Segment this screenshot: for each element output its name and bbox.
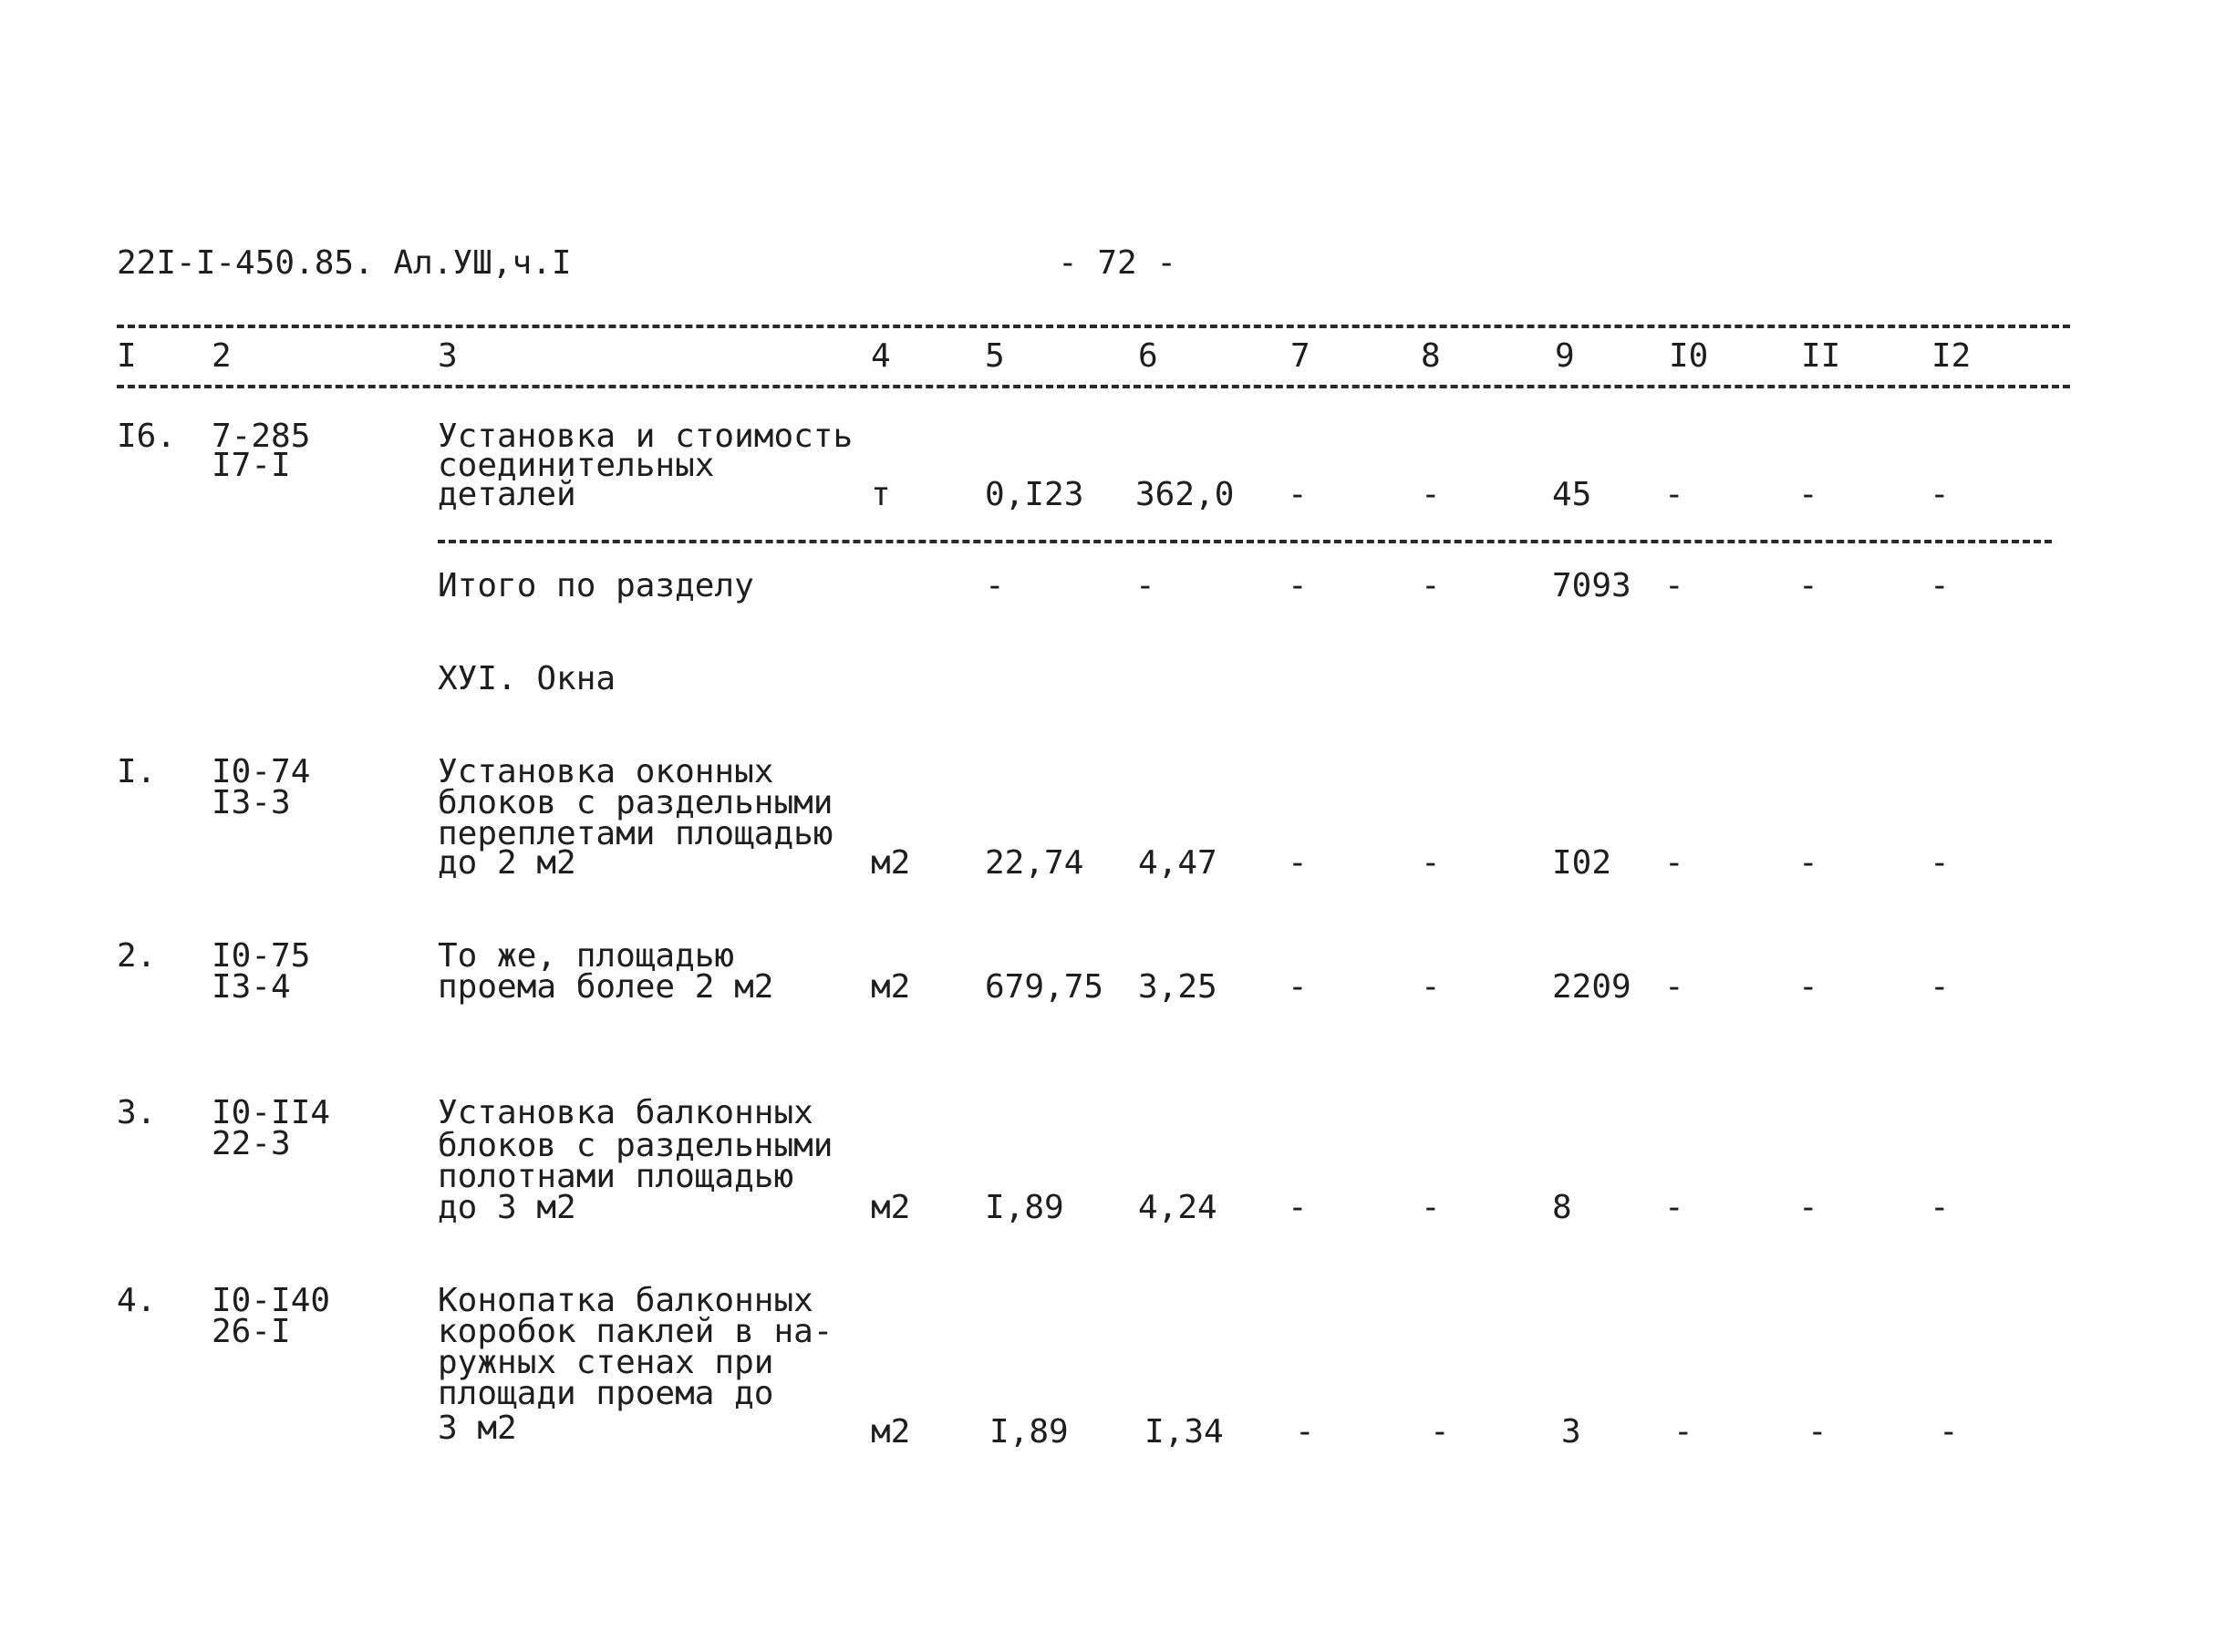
unit-cell: т <box>871 476 891 513</box>
col10-cell: - <box>1664 476 1684 513</box>
rate-code: I0-75 <box>212 937 311 975</box>
column-header-10: I0 <box>1669 337 1709 375</box>
work-description-line: переплетами площадью <box>438 815 833 852</box>
rate-code-sub: I3-3 <box>212 784 291 821</box>
col7-cell: - <box>1288 844 1308 882</box>
quantity-cell: I,89 <box>985 1189 1064 1226</box>
col7-cell: - <box>1288 567 1308 604</box>
rate-code-sub: 26-I <box>212 1313 291 1350</box>
quantity-cell: 0,I23 <box>985 476 1084 513</box>
rate-code: I0-II4 <box>212 1094 331 1131</box>
document-code: 22I-I-450.85. Ал.УШ,ч.I <box>117 244 572 282</box>
col11-cell: - <box>1798 1189 1818 1226</box>
col11-cell: - <box>1798 844 1818 882</box>
column-header-7: 7 <box>1290 337 1310 375</box>
column-header-1: I <box>117 337 137 375</box>
col8-cell: - <box>1430 1413 1450 1451</box>
row-number: 3. <box>117 1094 157 1131</box>
subtotal-rule <box>438 540 2052 543</box>
column-header-4: 4 <box>871 337 891 375</box>
col8-cell: - <box>1421 968 1441 1006</box>
col10-cell: - <box>1664 1189 1684 1226</box>
work-description-line: блоков с раздельными <box>438 1127 833 1164</box>
work-description-line: ружных стенах при <box>438 1344 774 1381</box>
col8-cell: - <box>1421 567 1441 604</box>
work-description-line: Конопатка балконных <box>438 1282 813 1319</box>
col12-cell: - <box>1930 1189 1950 1226</box>
unit-price-cell: I,34 <box>1144 1413 1224 1451</box>
col12-cell: - <box>1939 1413 1959 1451</box>
col8-cell: - <box>1421 844 1441 882</box>
column-header-5: 5 <box>985 337 1005 375</box>
col7-cell: - <box>1295 1413 1315 1451</box>
col12-cell: - <box>1930 844 1950 882</box>
column-header-11: II <box>1801 337 1841 375</box>
work-description-line: коробок паклей в на- <box>438 1313 833 1350</box>
total-cost-cell: 2209 <box>1552 968 1631 1006</box>
col5-cell: - <box>985 567 1005 604</box>
quantity-cell: I,89 <box>989 1413 1069 1451</box>
header-top-rule <box>117 325 2070 328</box>
unit-cell: м2 <box>871 844 911 882</box>
unit-cell: м2 <box>871 1413 911 1451</box>
column-header-6: 6 <box>1138 337 1158 375</box>
rate-code-sub: I7-I <box>212 447 291 484</box>
col11-cell: - <box>1798 567 1818 604</box>
col8-cell: - <box>1421 1189 1441 1226</box>
row-number: 4. <box>117 1282 157 1319</box>
column-header-9: 9 <box>1555 337 1575 375</box>
work-description-line: 3 м2 <box>438 1409 517 1447</box>
column-header-8: 8 <box>1421 337 1441 375</box>
col10-cell: - <box>1664 968 1684 1006</box>
unit-price-cell: 4,47 <box>1138 844 1217 882</box>
col12-cell: - <box>1930 567 1950 604</box>
col11-cell: - <box>1798 476 1818 513</box>
work-description-line: до 2 м2 <box>438 844 576 882</box>
row-number: I6. <box>117 418 177 455</box>
col8-cell: - <box>1421 476 1441 513</box>
work-description-line: То же, площадью <box>438 937 735 975</box>
row-number: 2. <box>117 937 157 975</box>
col10-cell: - <box>1664 567 1684 604</box>
col11-cell: - <box>1807 1413 1827 1451</box>
col12-cell: - <box>1930 968 1950 1006</box>
page-number: - 72 - <box>1058 244 1177 282</box>
unit-price-cell: 4,24 <box>1138 1189 1217 1226</box>
rate-code: 7-285 <box>212 418 311 455</box>
col6-cell: - <box>1135 567 1155 604</box>
row-number: I. <box>117 753 157 790</box>
col11-cell: - <box>1798 968 1818 1006</box>
rate-code-sub: 22-3 <box>212 1125 291 1162</box>
col12-cell: - <box>1930 476 1950 513</box>
work-description-line: площади проема до <box>438 1375 774 1412</box>
unit-cell: м2 <box>871 1189 911 1226</box>
rate-code: I0-74 <box>212 753 311 790</box>
column-header-2: 2 <box>212 337 232 375</box>
total-cost-cell: 8 <box>1552 1189 1572 1226</box>
unit-cell: м2 <box>871 968 911 1006</box>
column-header-12: I2 <box>1931 337 1972 375</box>
rate-code-sub: I3-4 <box>212 968 291 1006</box>
col10-cell: - <box>1664 844 1684 882</box>
col7-cell: - <box>1288 968 1308 1006</box>
quantity-cell: 22,74 <box>985 844 1084 882</box>
col7-cell: - <box>1288 1189 1308 1226</box>
section-total-label: Итого по разделу <box>438 567 754 604</box>
col7-cell: - <box>1288 476 1308 513</box>
work-description-line: блоков с раздельными <box>438 784 833 821</box>
section-total-value: 7093 <box>1552 567 1631 604</box>
column-header-3: 3 <box>438 337 458 375</box>
work-description-line: Установка оконных <box>438 753 774 790</box>
work-description-line: соединительных <box>438 447 715 484</box>
total-cost-cell: I02 <box>1552 844 1612 882</box>
unit-price-cell: 3,25 <box>1138 968 1217 1006</box>
rate-code: I0-I40 <box>212 1282 331 1319</box>
total-cost-cell: 3 <box>1561 1413 1581 1451</box>
quantity-cell: 679,75 <box>985 968 1104 1006</box>
work-description-line: деталей <box>438 476 576 513</box>
work-description-line: до 3 м2 <box>438 1189 576 1226</box>
work-description-line: Установка и стоимость <box>438 418 854 455</box>
work-description-line: Установка балконных <box>438 1094 813 1131</box>
work-description-line: полотнами площадью <box>438 1158 794 1195</box>
unit-price-cell: 362,0 <box>1135 476 1235 513</box>
header-bottom-rule <box>117 385 2070 388</box>
total-cost-cell: 45 <box>1552 476 1592 513</box>
section-heading: ХУI. Окна <box>438 660 616 697</box>
col10-cell: - <box>1673 1413 1693 1451</box>
work-description-line: проема более 2 м2 <box>438 968 774 1006</box>
